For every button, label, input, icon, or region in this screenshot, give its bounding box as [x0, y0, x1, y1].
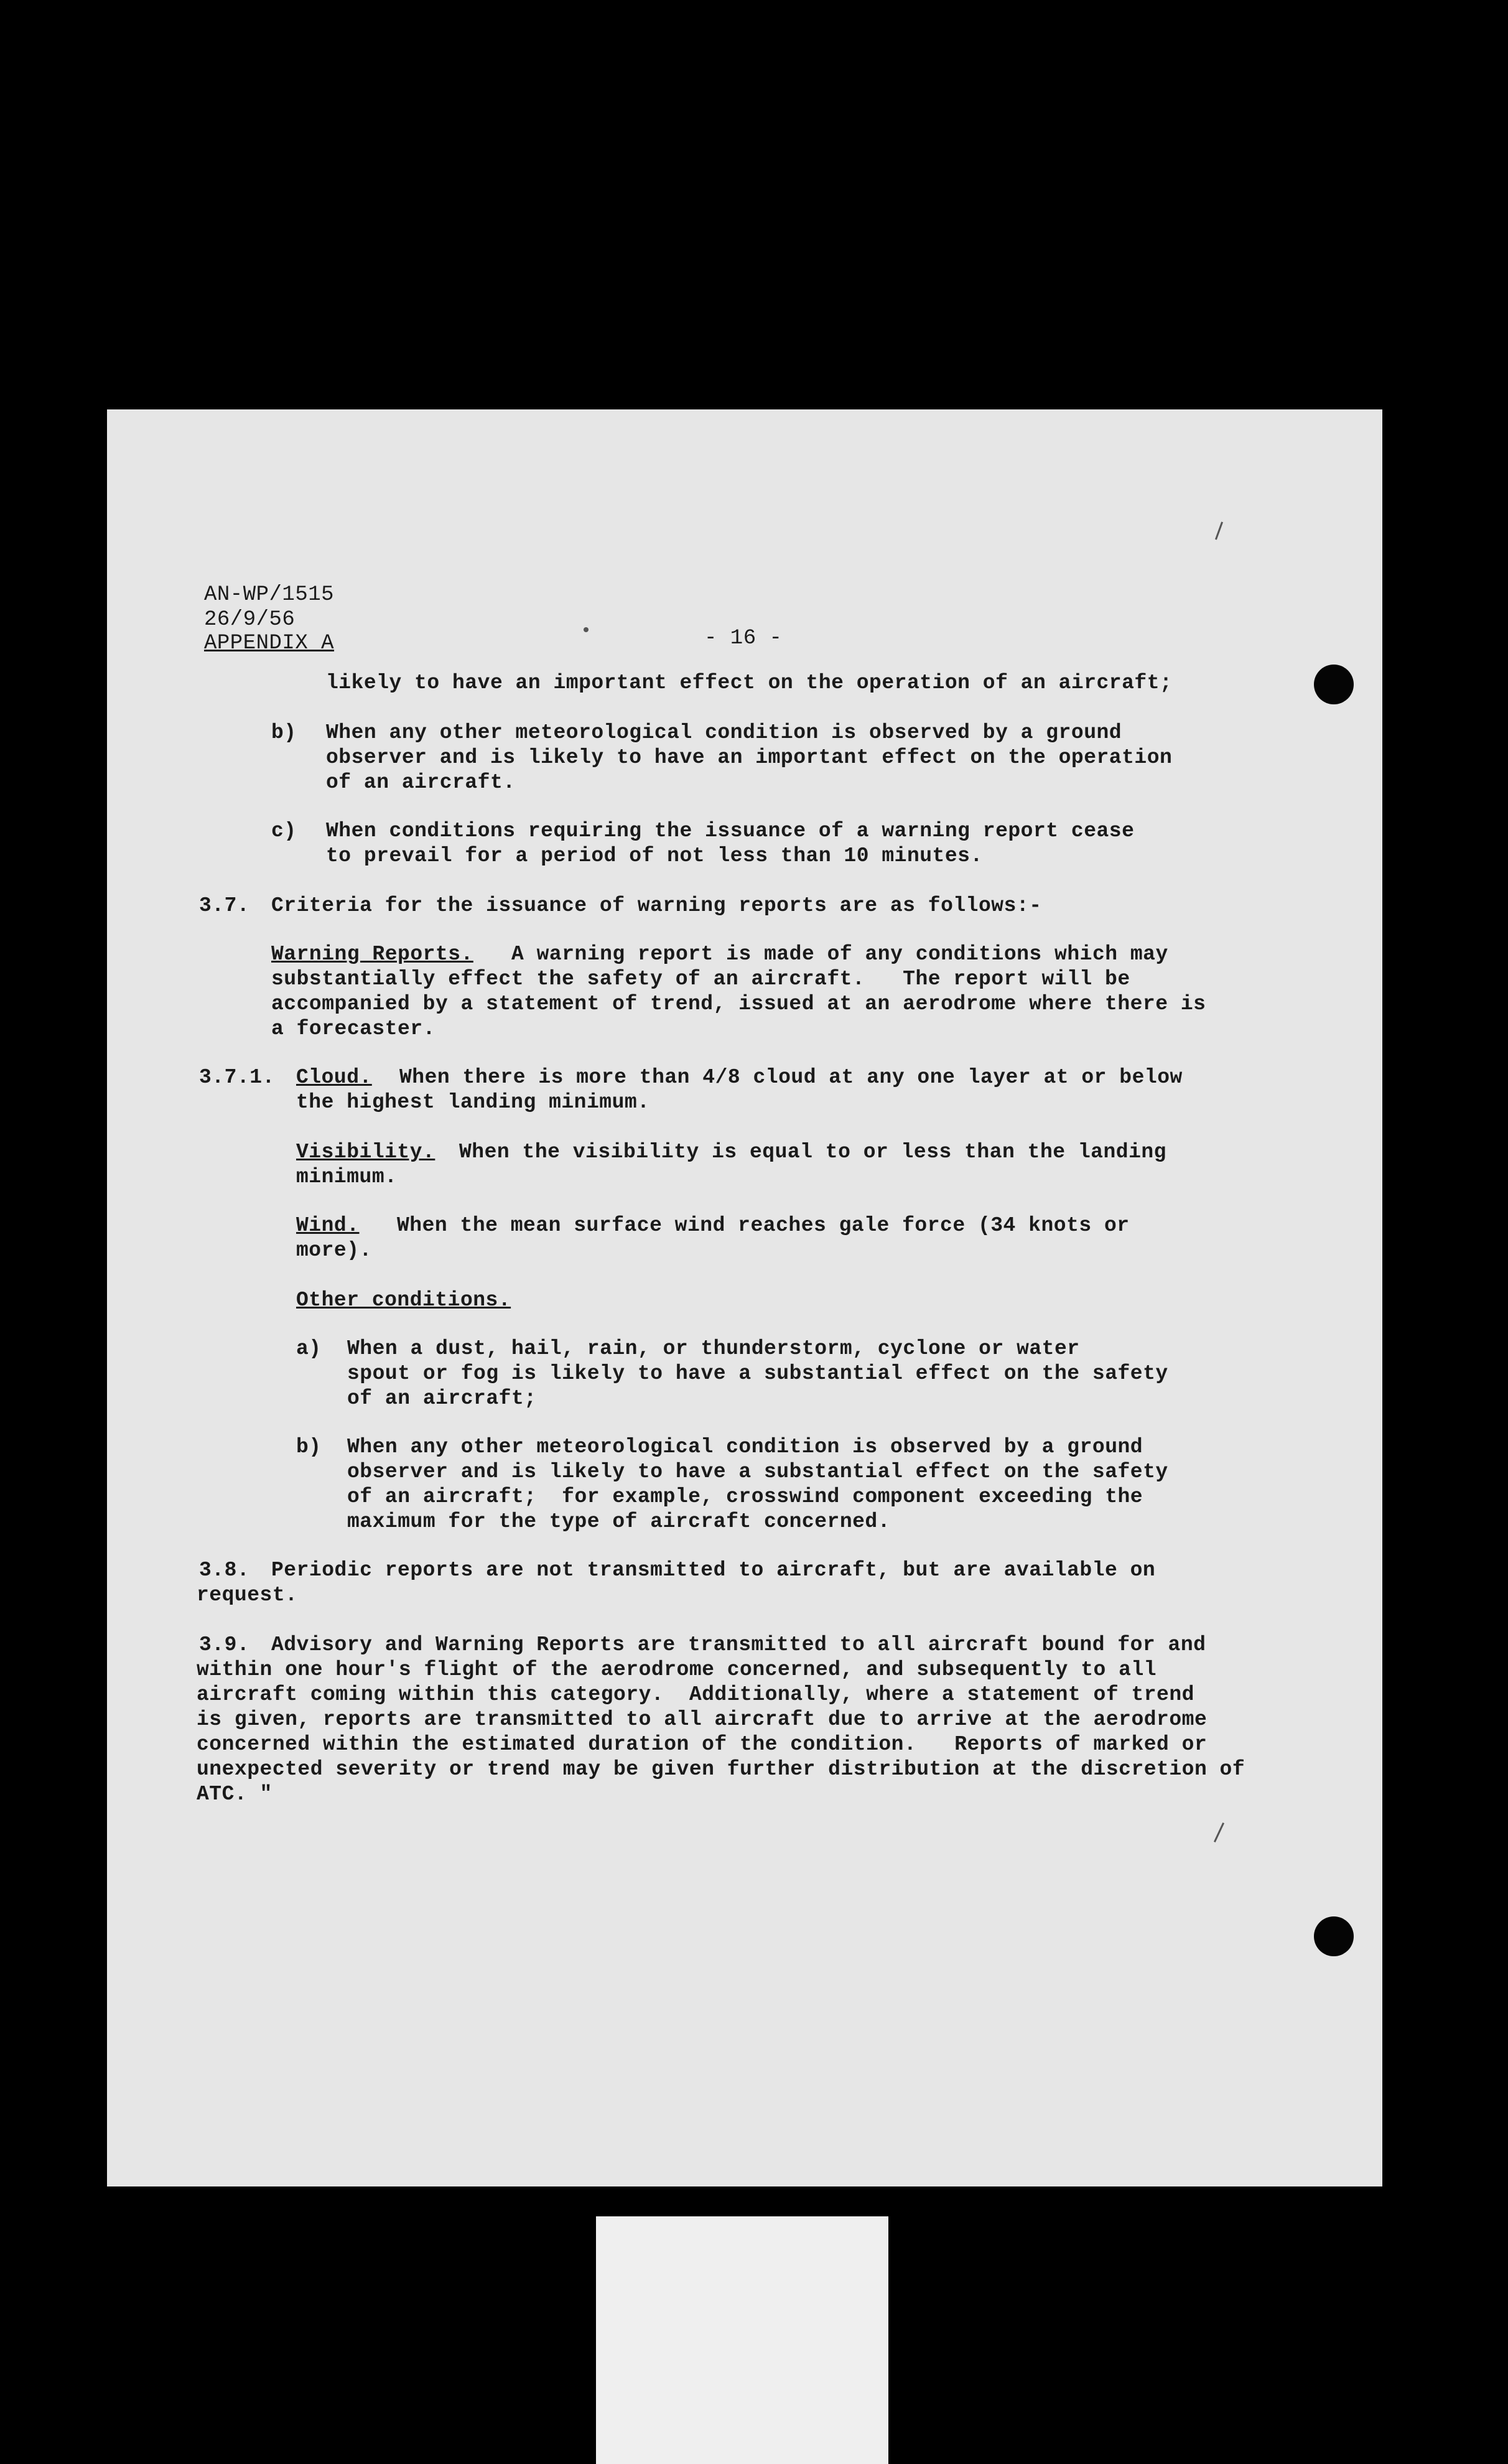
warning-reports-heading: Warning Reports. [271, 943, 473, 966]
wind-line: more). [296, 1239, 372, 1262]
section-3-9-line: unexpected severity or trend may be given further distribution at the discretion of [197, 1758, 1245, 1781]
document-page [107, 409, 1382, 2186]
document-date: 26/9/56 [204, 608, 296, 632]
warning-reports-line: A warning report is made of any conditions which may [511, 943, 1168, 966]
other-conditions-heading: Other conditions. [296, 1289, 511, 1312]
section-3-9-line: Advisory and Warning Reports are transmitted to all aircraft bound for and [271, 1633, 1206, 1656]
section-3-8-number: 3.8. [199, 1559, 250, 1582]
other-b-line: observer and is likely to have a substantial effect on the safety [347, 1460, 1168, 1483]
other-b-line: When any other meteorological condition is observed by a ground [347, 1435, 1143, 1458]
appendix-label: APPENDIX A [204, 632, 335, 655]
scan-mark [1215, 521, 1223, 539]
item-c-line: When conditions requiring the issuance of a warning report cease [326, 819, 1135, 842]
cloud-line: the highest landing minimum. [296, 1091, 650, 1114]
cloud-heading: Cloud. [296, 1066, 372, 1089]
section-3-7-1-number: 3.7.1. [199, 1066, 275, 1089]
other-a-line: When a dust, hail, rain, or thunderstorm, cyclone or water [347, 1337, 1080, 1360]
item-b-marker: b) [271, 721, 297, 744]
warning-reports-line: accompanied by a statement of trend, issued at an aerodrome where there is [271, 992, 1206, 1015]
other-a-marker: a) [296, 1337, 322, 1360]
item-c-line: to prevail for a period of not less than 10 minutes. [326, 844, 983, 867]
page-number: - 16 - [704, 627, 783, 650]
document-reference: AN-WP/1515 [204, 583, 335, 607]
visibility-heading: Visibility. [296, 1141, 435, 1164]
section-3-8-line: Periodic reports are not transmitted to aircraft, but are available on [271, 1559, 1156, 1582]
visibility-line: When the visibility is equal to or less than the landing [459, 1141, 1166, 1164]
section-3-7-number: 3.7. [199, 894, 250, 917]
section-3-9-line: ATC. " [197, 1783, 272, 1806]
other-b-line: maximum for the type of aircraft concerned. [347, 1510, 891, 1533]
section-3-8-line: request. [197, 1584, 298, 1607]
scan-target-card [596, 2216, 888, 2464]
section-3-9-line: concerned within the estimated duration of the condition. Reports of marked or [197, 1733, 1208, 1756]
item-b-line: When any other meteorological condition is observed by a ground [326, 721, 1122, 744]
section-3-9-number: 3.9. [199, 1633, 250, 1656]
cloud-line: When there is more than 4/8 cloud at any one layer at or below [399, 1066, 1183, 1089]
item-b-line: observer and is likely to have an important effect on the operation [326, 746, 1173, 769]
scan-speck [584, 627, 589, 632]
other-a-line: of an aircraft; [347, 1387, 537, 1410]
section-3-9-line: aircraft coming within this category. Additionally, where a statement of trend [197, 1683, 1194, 1706]
other-a-line: spout or fog is likely to have a substantial effect on the safety [347, 1362, 1168, 1385]
punch-hole-top [1314, 665, 1354, 704]
wind-heading: Wind. [296, 1214, 360, 1237]
wind-line: When the mean surface wind reaches gale force (34 knots or [397, 1214, 1130, 1237]
section-3-7-text: Criteria for the issuance of warning reports are as follows:- [271, 894, 1042, 917]
warning-reports-line: a forecaster. [271, 1017, 435, 1040]
other-b-line: of an aircraft; for example, crosswind component exceeding the [347, 1485, 1143, 1508]
other-b-marker: b) [296, 1435, 322, 1458]
item-c-marker: c) [271, 819, 297, 842]
warning-reports-line: substantially effect the safety of an aircraft. The report will be [271, 968, 1130, 991]
continuation-line: likely to have an important effect on the operation of an aircraft; [326, 671, 1173, 694]
section-3-9-line: is given, reports are transmitted to all aircraft due to arrive at the aerodrome [197, 1708, 1208, 1731]
scan-mark [1214, 1822, 1224, 1842]
punch-hole-bottom [1314, 1916, 1354, 1956]
visibility-line: minimum. [296, 1165, 398, 1188]
section-3-9-line: within one hour's flight of the aerodrome concerned, and subsequently to all [197, 1658, 1157, 1681]
item-b-line: of an aircraft. [326, 771, 516, 794]
